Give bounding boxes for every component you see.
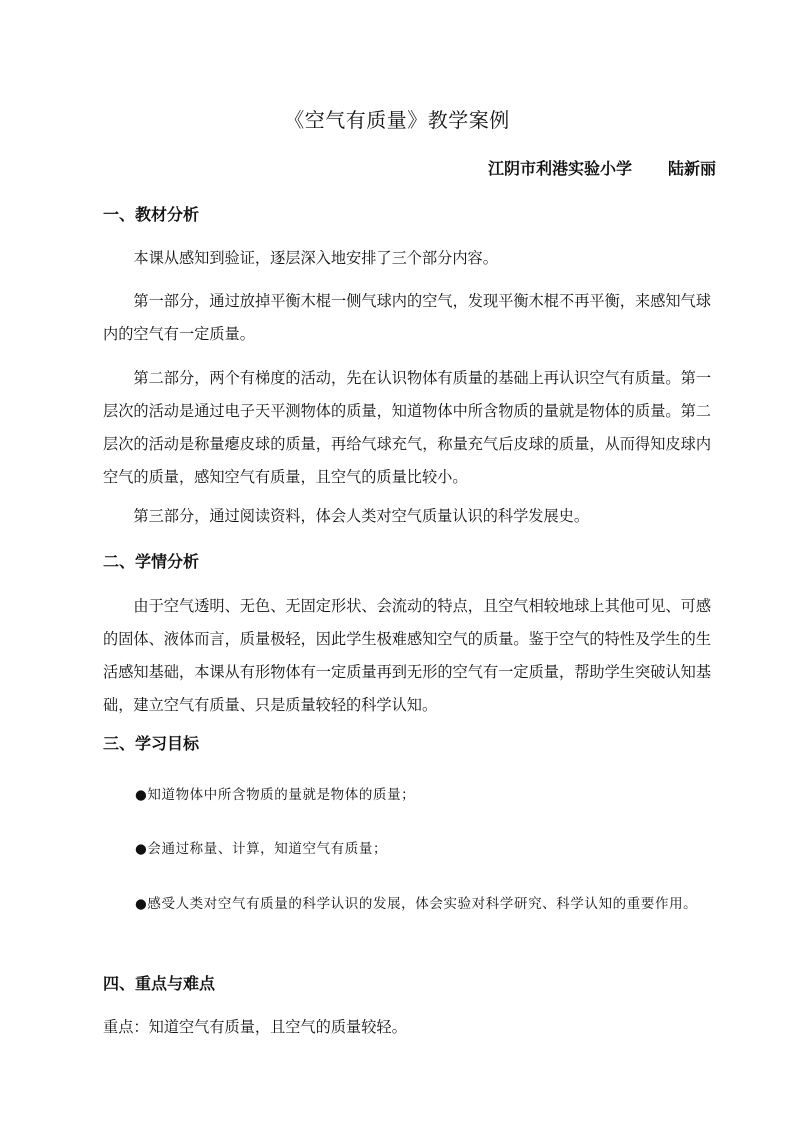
paragraph: 本课从感知到验证，逐层深入地安排了三个部分内容。	[133, 249, 498, 267]
paragraph: 第三部分，通过阅读资料，体会人类对空气质量认识的科学发展史。	[133, 507, 590, 525]
byline	[488, 158, 716, 180]
objective-bullet: ●感受人类对空气有质量的科学认识的发展，体会实验对科学研究、科学认知的重要作用。	[135, 896, 698, 912]
objective-bullet: ●会通过称量、计算，知道空气有质量；	[135, 841, 388, 857]
section-heading-teaching-material: 一、教材分析	[103, 205, 200, 224]
section-heading-learning-objectives: 三、学习目标	[103, 734, 200, 753]
document-title: 《空气有质量》教学案例	[284, 108, 510, 132]
paragraph: 第一部分，通过放掉平衡木棍一侧气球内的空气，发现平衡木棍不再平衡，来感知气球内的空气有一定质量。	[103, 292, 711, 343]
author-name: 陆新丽	[667, 159, 716, 178]
section-heading-student-analysis: 二、学情分析	[103, 552, 200, 571]
section-heading-key-points: 四、重点与难点	[103, 974, 216, 993]
objective-bullet: ●知道物体中所含物质的量就是物体的质量；	[135, 787, 416, 803]
school-name: 江阴市利港实验小学	[487, 159, 632, 178]
paragraph: 由于空气透明、无色、无固定形状、会流动的特点，且空气相较地球上其他可见、可感的固体、液体而言，质量极轻，因此学生极难感知空气的质量。鉴于空气的特性及学生的生活感知基础，本课从有形物体有一定质量再到无形的空气有一定质量，帮助学生突破认知基础，建立空气有质量、只是质量较轻的科学认知。	[103, 597, 711, 714]
paragraph: 重点：知道空气有质量，且空气的质量较轻。	[103, 1018, 407, 1036]
paragraph: 第二部分，两个有梯度的活动，先在认识物体有质量的基础上再认识空气有质量。第一层次的活动是通过电子天平测物体的质量，知道物体中所含物质的量就是物体的质量。第二层次的活动是称量瘪皮球的质量，再给气球充气，称量充气后皮球的质量，从而得知皮球内空气的质量，感知空气有质量，且空气的质量比较小。	[103, 369, 711, 486]
